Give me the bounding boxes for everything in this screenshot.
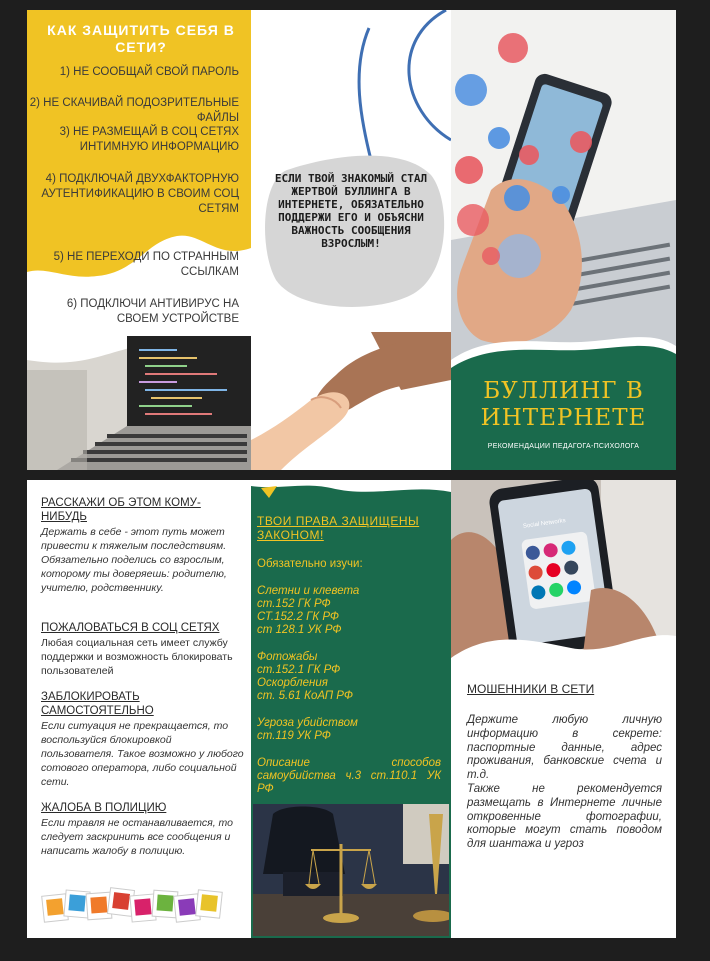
- handshake-icon: [251, 320, 451, 470]
- cover-subtitle: РЕКОМЕНДАЦИИ ПЕДАГОГА-ПСИХОЛОГА: [487, 443, 640, 450]
- advice-body: Любая социальная сеть имеет службу поддержки и возможность блокировать пользователей: [41, 637, 233, 677]
- law-entry: Фотожабы ст.152.1 ГК РФ Оскорбления ст. 5.61 КоАП РФ: [257, 651, 353, 702]
- fraud-panel: [451, 480, 676, 938]
- phone-screen-label: Social Networks: [522, 517, 567, 530]
- rights-intro: Обязательно изучи:: [257, 558, 363, 570]
- advice-heading: РАССКАЖИ ОБ ЭТОМ КОМУ-НИБУДЬ: [41, 497, 201, 523]
- justice-scales-photo: [253, 804, 449, 936]
- tips-panel: [27, 10, 251, 470]
- tip-item: 5) НЕ ПЕРЕХОДИ ПО СТРАННЫМ ССЫЛКАМ: [53, 251, 239, 278]
- tip-item: 4) ПОДКЛЮЧАЙ ДВУХФАКТОРНУЮ АУТЕНТИФИКАЦИЮ В СВОИМ СОЦ СЕТЯМ: [41, 173, 239, 215]
- support-message: ЕСЛИ ТВОЙ ЗНАКОМЫЙ СТАЛ ЖЕРТВОЙ БУЛЛИНГА В ИНТЕРНЕТЕ, ОБЯЗАТЕЛЬНО ПОДДЕРЖИ ЕГО И ОБЪЯСНИ ВАЖНОСТЬ СООБЩЕНИЯ ВЗРОСЛЫМ!: [274, 172, 428, 250]
- law-entry: Описание способов самоубийства ч.3 ст.110.1 УК РФ: [257, 757, 441, 795]
- fraud-body: Держите любую личную информацию в секрете: паспортные данные, адрес проживания, банковские счета и т.д. Также не рекомендуется размещать в Интернете личные откровенные фотографии, которые могут стать поводом для шантажа и угроз: [467, 714, 662, 851]
- tip-item: 2) НЕ СКАЧИВАЙ ПОДОЗРИТЕЛЬНЫЕ ФАЙЛЫ: [29, 97, 239, 124]
- tip-item: 6) ПОДКЛЮЧИ АНТИВИРУС НА СВОЕМ УСТРОЙСТВЕ: [66, 298, 239, 325]
- smartphone-social-photo: [451, 480, 676, 670]
- advice-heading: ЗАБЛОКИРОВАТЬ САМОСТОЯТЕЛЬНО: [41, 691, 154, 717]
- tips-title: КАК ЗАЩИТИТЬ СЕБЯ В СЕТИ?: [47, 22, 235, 55]
- tip-item: 1) НЕ СООБЩАЙ СВОЙ ПАРОЛЬ: [59, 66, 239, 78]
- brochure-page-2: [27, 480, 676, 938]
- advice-heading: ПОЖАЛОВАТЬСЯ В СОЦ СЕТЯХ: [41, 622, 220, 634]
- brochure-page-1: [27, 10, 676, 470]
- law-entry: Угроза убийством ст.119 УК РФ: [257, 717, 358, 742]
- advice-heading: ЖАЛОБА В ПОЛИЦИЮ: [41, 802, 167, 814]
- law-entry: Слетни и клевета ст.152 ГК РФ СТ.152.2 ГК РФ ст 128.1 УК РФ: [257, 585, 360, 636]
- advice-panel: [27, 480, 251, 938]
- advice-body: Держать в себе - этот путь может привести к тяжелым последствиям. Обязательно поделись со взрослым, которому ты доверяешь: родителю, учителю, родственнику.: [41, 526, 227, 594]
- rights-heading: ТВОИ ПРАВА ЗАЩИЩЕНЫ ЗАКОНОМ!: [257, 514, 420, 542]
- cover-title: БУЛЛИНГ В ИНТЕРНЕТЕ: [480, 378, 647, 431]
- laptop-code-photo: [27, 330, 251, 470]
- cover-panel: [451, 10, 676, 470]
- fraud-heading: МОШЕННИКИ В СЕТИ: [467, 682, 595, 696]
- support-panel: [251, 10, 451, 470]
- tip-item: 3) НЕ РАЗМЕЩАЙ В СОЦ СЕТЯХ ИНТИМНУЮ ИНФОРМАЦИЮ: [59, 126, 239, 153]
- advice-body: Если травля не останавливается, то следует заскринить все сообщения и написать жалобу в полицию.: [41, 817, 234, 857]
- advice-body: Если ситуация не прекращается, то воспользуйся блокировкой пользователя. Такое возможно у любого сотового оператора, либо социальной сети.: [41, 720, 244, 788]
- phone-hand-photo: [451, 10, 676, 360]
- social-media-icons: [41, 883, 241, 933]
- rights-panel: [251, 480, 451, 938]
